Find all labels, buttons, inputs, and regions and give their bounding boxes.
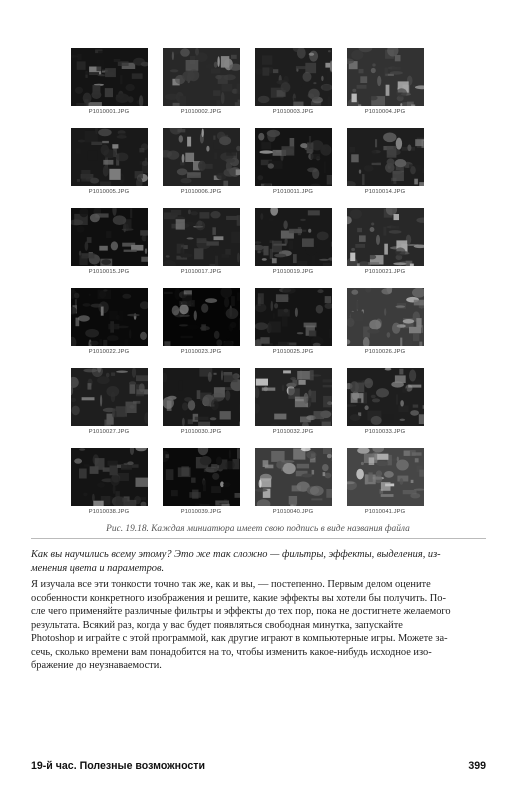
thumbnail-filename: P1010011.JPG [272,189,314,195]
page-number: 399 [468,760,486,772]
thumbnail-filename: P1010030.JPG [180,429,222,435]
thumbnail-filename: P1010027.JPG [88,429,130,435]
thumbnail-image [347,128,424,186]
thumbnail-image [71,448,148,506]
thumbnail-filename: P1010032.JPG [272,429,314,435]
thumbnail-filename: P1010023.JPG [180,349,222,355]
figure-caption: Рис. 19.18. Каждая миниатюра имеет свою подпись в виде названия файла [106,524,410,534]
thumbnail-item [66,128,152,195]
thumbnail-image [163,208,240,266]
thumbnail-filename: P1010005.JPG [88,189,130,195]
thumbnail-filename: P1010004.JPG [364,109,406,115]
thumbnail-item [342,48,428,115]
thumbnail-filename: P1010014.JPG [364,189,406,195]
answer-line: сле чего применяйте различные фильтры и эффекты до тех пор, пока не достигнете желаемого [31,606,451,617]
thumbnail-item [66,448,152,515]
thumbnail-item [158,448,244,515]
thumbnail-image [71,48,148,106]
thumbnail-image [255,368,332,426]
thumbnail-image [71,288,148,346]
thumbnail-grid [66,48,436,523]
thumbnail-filename: P1010022.JPG [88,349,130,355]
answer-line: результата. Всякий раз, когда у вас будет появляться свободная минутка, запускайте [31,619,403,631]
thumbnail-item [342,368,428,435]
answer-paragraph [31,578,486,673]
thumbnail-item [66,288,152,355]
thumbnail-item [158,48,244,115]
thumbnail-image [71,368,148,426]
thumbnail-image [163,448,240,506]
thumbnail-item [250,128,336,195]
thumbnail-filename: P1010021.JPG [364,269,406,275]
thumbnail-item [342,448,428,515]
thumbnail-image [163,128,240,186]
thumbnail-item [250,448,336,515]
thumbnail-item [66,368,152,435]
thumbnail-image [255,288,332,346]
page-footer [31,760,486,774]
thumbnail-filename: P1010019.JPG [272,269,314,275]
thumbnail-image [347,448,424,506]
thumbnail-filename: P1010038.JPG [88,509,130,515]
thumbnail-item [342,128,428,195]
thumbnail-filename: P1010006.JPG [180,189,222,195]
thumbnail-item [342,288,428,355]
question-line: Как вы научились всему этому? Это же так сложно — фильтры, эффекты, выделения, из- [31,549,441,560]
caption-divider [31,538,486,539]
thumbnail-item [158,288,244,355]
thumbnail-item [250,208,336,275]
thumbnail-filename: P1010039.JPG [180,509,222,515]
answer-line: Photoshop и играйте с этой программой, как другие играют в компьютерные игры. Можете за- [31,633,448,644]
thumbnail-image [163,368,240,426]
thumbnail-image [255,48,332,106]
thumbnail-image [163,48,240,106]
thumbnail-image [71,128,148,186]
chapter-title: 19-й час. Полезные возможности [31,760,206,772]
thumbnail-filename: P1010026.JPG [364,349,406,355]
thumbnail-image [255,448,332,506]
thumbnail-filename: P1010040.JPG [272,509,314,515]
answer-line: особенности конкретного изображения и решите, какие эффекты вы хотели бы получить. По- [31,592,446,604]
thumbnail-filename: P1010003.JPG [272,109,314,115]
thumbnail-filename: P1010002.JPG [180,109,222,115]
thumbnail-image [347,368,424,426]
thumbnail-filename: P1010001.JPG [88,109,130,115]
thumbnail-item [158,368,244,435]
thumbnail-item [158,128,244,195]
question-paragraph [31,548,486,575]
thumbnail-item [342,208,428,275]
thumbnail-filename: P1010025.JPG [272,349,314,355]
thumbnail-filename: P1010033.JPG [364,429,406,435]
answer-line: сечь, сколько времени вам понадобится на то, чтобы изменить какое-нибудь исходное изо- [31,646,432,658]
answer-line: бражение до неузнаваемости. [31,660,162,671]
thumbnail-filename: P1010015.JPG [88,269,130,275]
thumbnail-item [250,288,336,355]
thumbnail-item [158,208,244,275]
thumbnail-image [255,128,332,186]
thumbnail-image [347,208,424,266]
thumbnail-item [66,48,152,115]
thumbnail-image [347,48,424,106]
thumbnail-filename: P1010041.JPG [364,509,406,515]
thumbnail-image [255,208,332,266]
thumbnail-image [347,288,424,346]
thumbnail-item [66,208,152,275]
thumbnail-filename: P1010017.JPG [180,269,222,275]
answer-line: Я изучала все эти тонкости точно так же, как и вы, — постепенно. Первым делом оцените [31,579,431,590]
thumbnail-item [250,368,336,435]
thumbnail-image [163,288,240,346]
question-line: менения цвета и параметров. [31,562,165,574]
thumbnail-item [250,48,336,115]
thumbnail-image [71,208,148,266]
